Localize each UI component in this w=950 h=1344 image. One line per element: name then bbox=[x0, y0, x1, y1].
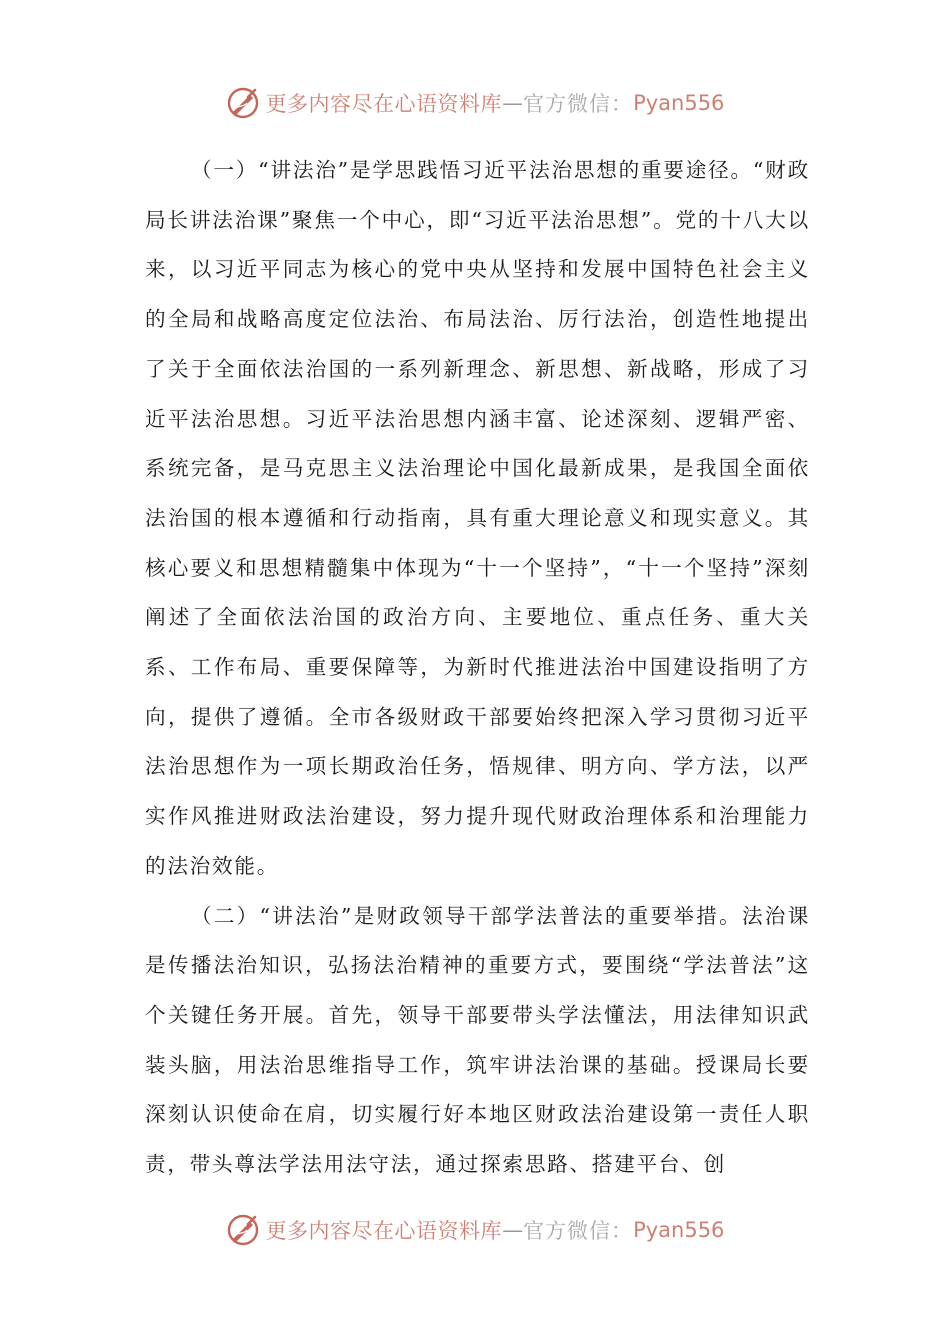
watermark-dash: — bbox=[502, 91, 524, 115]
watermark-official-label: 官方微信： bbox=[523, 1219, 634, 1243]
watermark-header bbox=[0, 83, 950, 123]
watermark-wechat-id: Pyan556 bbox=[633, 1218, 725, 1242]
watermark-brand-text: 更多内容尽在心语资料库 bbox=[265, 92, 503, 116]
paragraph-2: （二）“讲法治”是财政领导干部学法普法的重要举措。法治课是传播法治知识，弘扬法治精神的重要方式，要围绕“学法普法”这个关键任务开展。首先，领导干部要带头学法懂法，用法律知识武装头脑，用法治思维指导工作，筑牢讲法治课的基础。授课局长要深刻认识使命在肩，切实履行好本地区财政法治建设第一责任人职责，带头尊法学法用法守法，通过探索思路、搭建平台、创 bbox=[145, 903, 810, 1177]
watermark-brand-text: 更多内容尽在心语资料库 bbox=[265, 1219, 503, 1243]
document-body bbox=[145, 146, 810, 1190]
pen-logo-icon bbox=[226, 1213, 260, 1247]
watermark-wechat-id: Pyan556 bbox=[633, 91, 725, 115]
watermark-footer bbox=[0, 1210, 950, 1250]
pen-logo-icon bbox=[226, 86, 260, 120]
watermark-official-label: 官方微信： bbox=[523, 92, 634, 116]
paragraph-1: （一）“讲法治”是学思践悟习近平法治思想的重要途径。“财政局长讲法治课”聚焦一个中心，即“习近平法治思想”。党的十八大以来，以习近平同志为核心的党中央从坚持和发展中国特色社会主义的全局和战略高度定位法治、布局法治、厉行法治，创造性地提出了关于全面依法治国的一系列新理念、新思想、新战略，形成了习近平法治思想。习近平法治思想内涵丰富、论述深刻、逻辑严密、系统完备，是马克思主义法治理论中国化最新成果，是我国全面依法治国的根本遵循和行动指南，具有重大理论意义和现实意义。其核心要义和思想精髓集中体现为“十一个坚持”，“十一个坚持”深刻阐述了全面依法治国的政治方向、主要地位、重点任务、重大关系、工作布局、重要保障等，为新时代推进法治中国建设指明了方向，提供了遵循。全市各级财政干部要始终把深入学习贯彻习近平法治思想作为一项长期政治任务，悟规律、明方向、学方法，以严实作风推进财政法治建设，努力提升现代财政治理体系和治理能力的法治效能。 bbox=[145, 158, 810, 878]
watermark-dash: — bbox=[502, 1218, 524, 1242]
